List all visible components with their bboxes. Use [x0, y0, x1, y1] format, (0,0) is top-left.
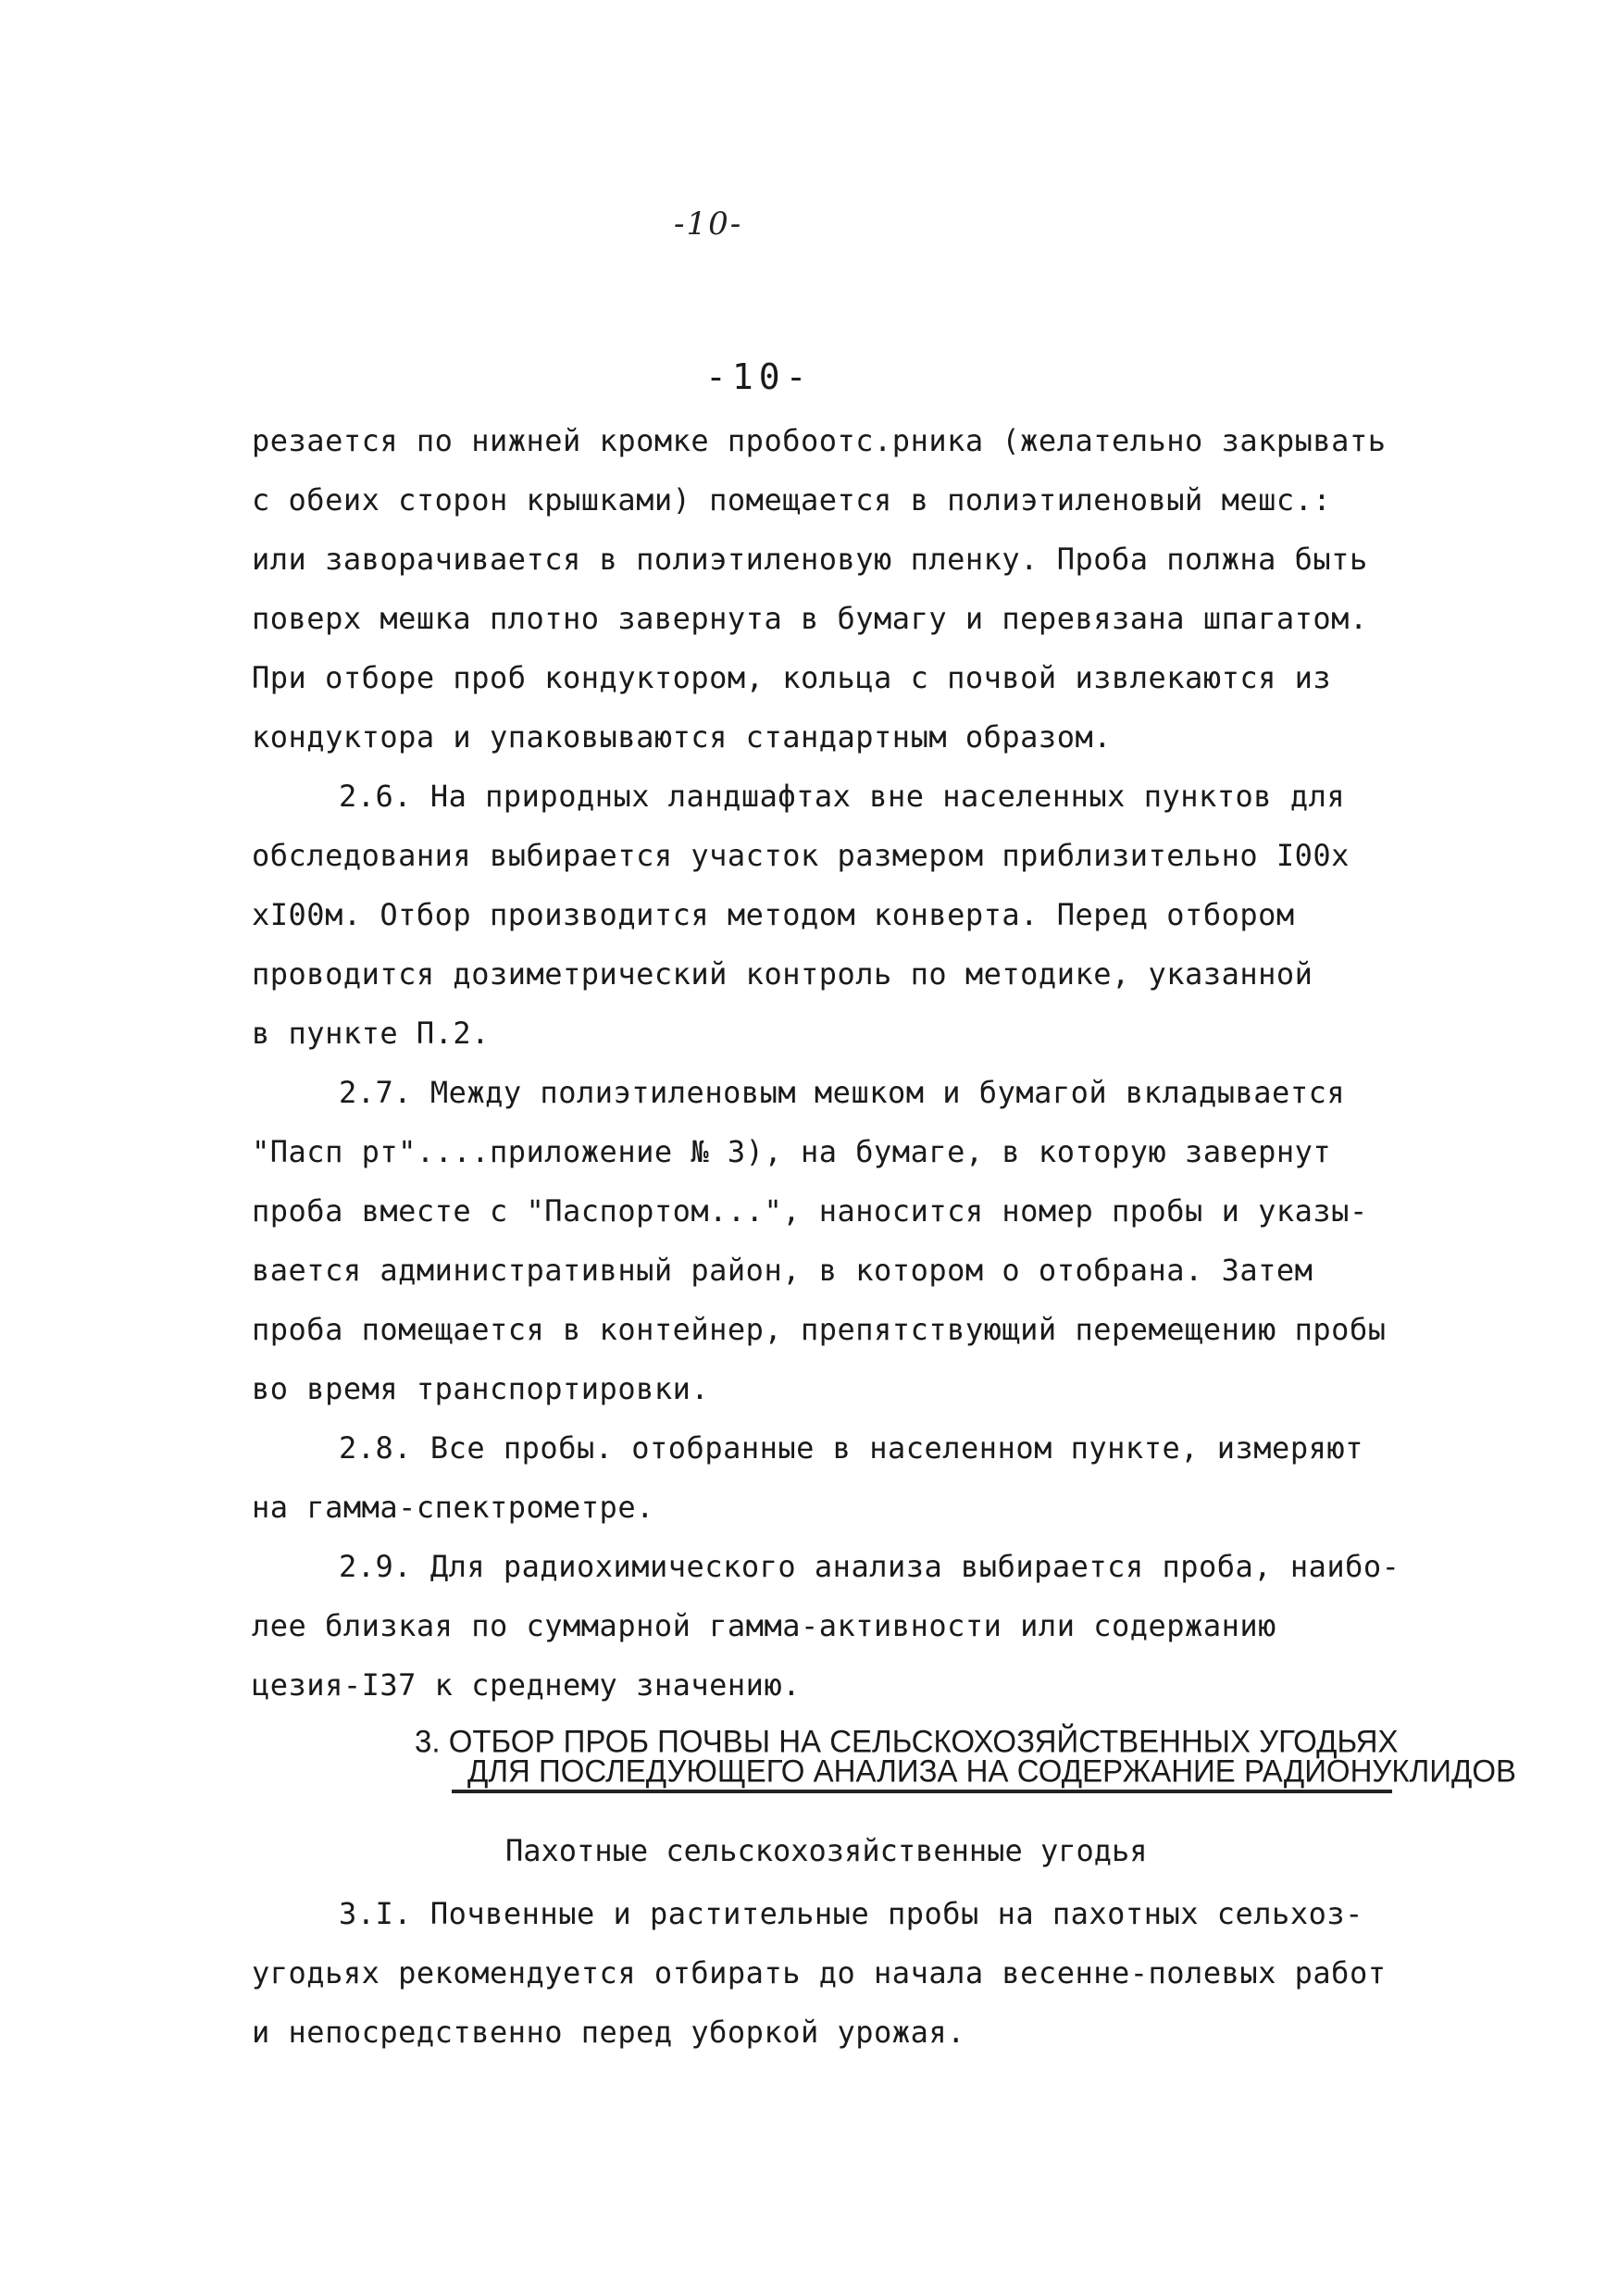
text-line: или заворачивается в полиэтиленовую пленку. Проба полжна быть [252, 542, 1368, 577]
text-line: "Пасп рт"....приложение № 3), на бумаге, в которую завернут [252, 1134, 1332, 1169]
handwritten-page-number: -10- [674, 206, 743, 243]
text-line: проба вместе с "Паспортом...", наносится номер пробы и указы- [252, 1193, 1368, 1229]
text-line: поверх мешка плотно завернута в бумагу и перевязана шпагатом. [252, 601, 1368, 636]
paragraph-3-1: 3.I. Почвенные и растительные пробы на пахотных сельхоз- [339, 1896, 1363, 1931]
paragraph-2-7: 2.7. Между полиэтиленовым мешком и бумагой вкладывается [339, 1075, 1346, 1110]
text-line: с обеих сторон крышками) помещается в полиэтиленовый мешс.: [252, 482, 1332, 518]
text-line: в пункте П.2. [252, 1016, 490, 1051]
text-line: кондуктора и упаковываются стандартным образом. [252, 719, 1112, 755]
page-number: -10- [705, 356, 813, 397]
text-line: во время транспортировки. [252, 1371, 710, 1406]
paragraph-2-8: 2.8. Все пробы. отобранные в населенном пункте, измеряют [339, 1430, 1363, 1466]
text-line: обследования выбирается участок размером приблизительно I00х [252, 838, 1350, 873]
text-line: лее близкая по суммарной гамма-активности или содержанию [252, 1608, 1276, 1643]
section-3-heading: 3. ОТБОР ПРОБ ПОЧВЫ НА СЕЛЬСКОХОЗЯЙСТВЕННЫХ УГОДЬЯХ [415, 1723, 1399, 1759]
text-line: проводится дозиметрический контроль по методике, указанной [252, 956, 1313, 992]
text-line: проба помещается в контейнер, препятствующий перемещению пробы [252, 1312, 1387, 1347]
text-line: и непосредственно перед уборкой урожая. [252, 2015, 965, 2050]
section-3-heading-continued: ДЛЯ ПОСЛЕДУЮЩЕГО АНАЛИЗА НА СОДЕРЖАНИЕ РАДИОНУКЛИДОВ [467, 1753, 1517, 1789]
text-line: на гамма-спектрометре. [252, 1490, 654, 1525]
text-line: цезия-I37 к среднему значению. [252, 1667, 801, 1703]
text-line: хI00м. Отбор производится методом конверта. Перед отбором [252, 897, 1295, 932]
paragraph-2-6: 2.6. На природных ландшафтах вне населенных пунктов для [339, 779, 1346, 814]
text-line: угодьях рекомендуется отбирать до начала весенне-полевых работ [252, 1955, 1387, 1990]
heading-underline [452, 1790, 1392, 1793]
text-line: резается по нижней кромке пробоотс.рника (желательно закрывать [252, 423, 1387, 458]
paragraph-2-9: 2.9. Для радиохимического анализа выбирается проба, наибо- [339, 1549, 1400, 1584]
section-subheading: Пахотные сельскохозяйственные угодья [505, 1833, 1148, 1868]
text-line: При отборе проб кондуктором, кольца с почвой извлекаются из [252, 660, 1332, 695]
text-line: вается административный район, в котором о отобрана. Затем [252, 1253, 1313, 1288]
